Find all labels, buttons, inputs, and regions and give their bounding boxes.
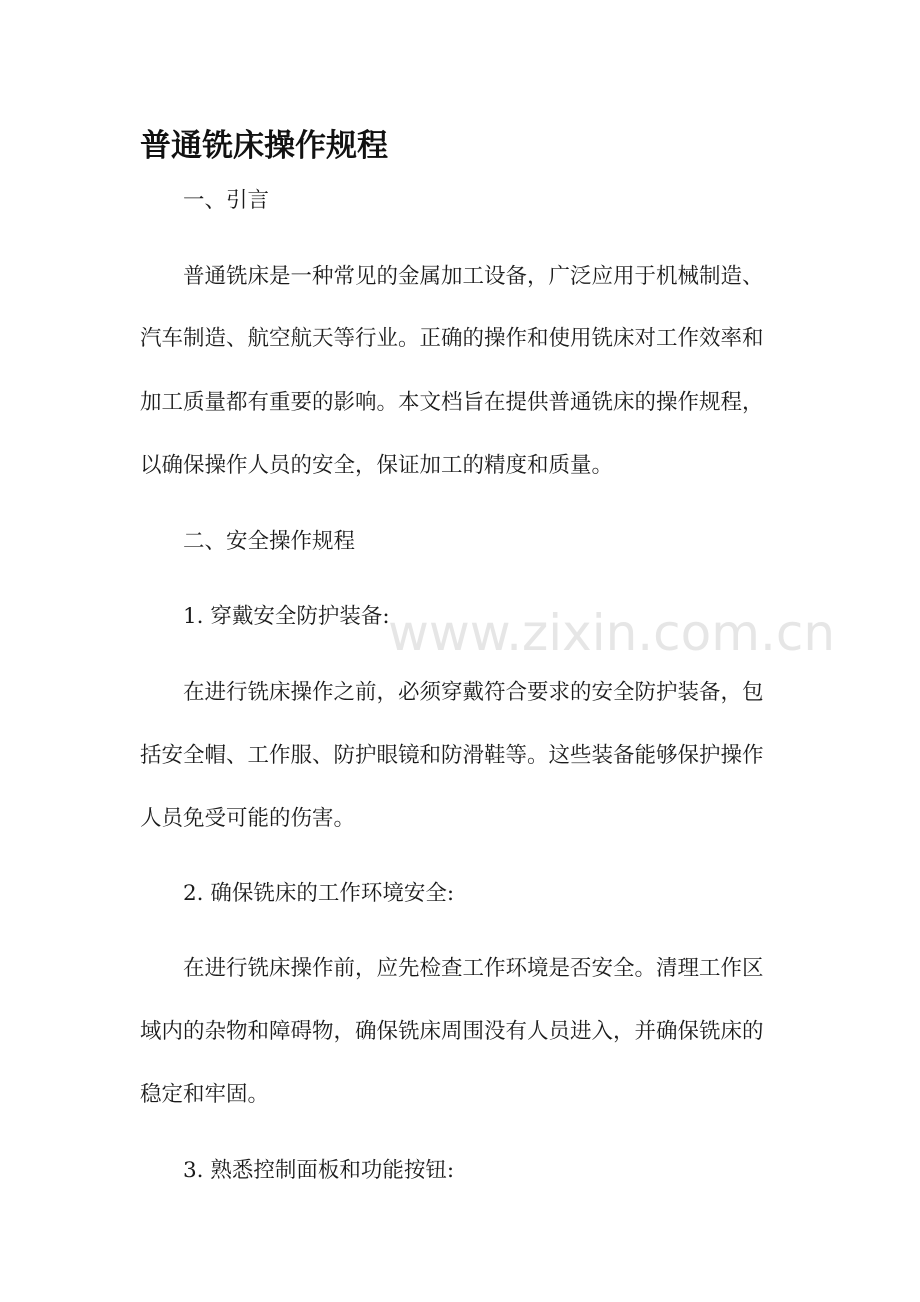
paragraph-line: 稳定和牢固。 [140,1082,270,1107]
item-title: 1. 穿戴安全防护装备: [183,604,390,629]
paragraph-line: 在进行铣床操作之前，必须穿戴符合要求的安全防护装备，包 [183,680,764,705]
item-title: 3. 熟悉控制面板和功能按钮: [183,1158,455,1183]
watermark-text: www.zixin.com.cn [388,604,836,662]
paragraph-line: 以确保操作人员的安全，保证加工的精度和质量。 [140,453,614,478]
item-title: 2. 确保铣床的工作环境安全: [183,881,455,906]
paragraph-line: 域内的杂物和障碍物，确保铣床周围没有人员进入，并确保铣床的 [140,1019,764,1044]
paragraph-line: 在进行铣床操作前，应先检查工作环境是否安全。清理工作区 [183,956,764,981]
paragraph-line: 普通铣床是一种常见的金属加工设备，广泛应用于机械制造、 [183,264,764,289]
paragraph-line: 汽车制造、航空航天等行业。正确的操作和使用铣床对工作效率和 [140,326,764,351]
section-heading-intro: 一、引言 [183,188,270,213]
section-heading-safety: 二、安全操作规程 [183,529,356,554]
paragraph-line: 括安全帽、工作服、防护眼镜和防滑鞋等。这些装备能够保护操作 [140,743,764,768]
paragraph-line: 加工质量都有重要的影响。本文档旨在提供普通铣床的操作规程， [140,390,764,415]
document-title: 普通铣床操作规程 [140,128,388,164]
paragraph-line: 人员免受可能的伤害。 [140,806,356,831]
